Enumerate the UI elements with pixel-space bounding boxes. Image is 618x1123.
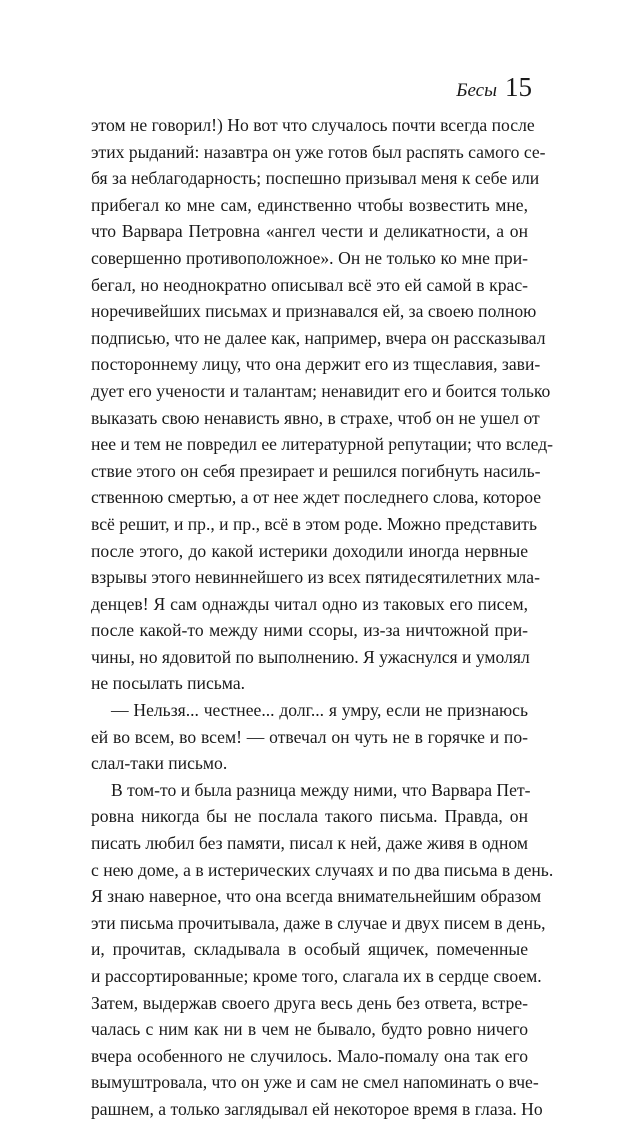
text-line: выказать свою ненависть явно, в страхе, чтоб он не ушел от: [91, 407, 540, 428]
text-line: эти письма прочитывала, даже в случае и двух писем в день,: [91, 912, 546, 933]
text-line: бя за неблагодарность; поспешно призывал меня к себе или: [91, 168, 540, 189]
text-line: после какой-то между ними ссоры, из-за ничтожной при-: [91, 620, 528, 641]
text-line: ровна никогда бы не послала такого письма. Правда, он: [91, 806, 528, 827]
text-line: подписью, что не далее как, например, вчера он рассказывал: [91, 327, 546, 348]
text-line: что Варвара Петровна «ангел чести и деликатности, а он: [91, 221, 528, 242]
text-line: взрывы этого невиннейшего из всех пятидесятилетних мла-: [91, 567, 540, 588]
text-line: ственною смертью, а от нее ждет последнего слова, которое: [91, 487, 542, 508]
text-line: ей во всем, во всем! — отвечал он чуть не в горячке и по-: [91, 726, 528, 747]
text-line: дует его учености и талантам; ненавидит его и боится только: [91, 380, 551, 401]
text-line: Затем, выдержав своего друга весь день без ответа, встре-: [91, 992, 528, 1013]
text-line: вчера особенного не случилось. Мало-помалу она так его: [91, 1045, 528, 1066]
text-line: денцев! Я сам однажды читал одно из таковых его писем,: [91, 593, 528, 614]
text-line: — Нельзя... честнее... долг... я умру, если не признаюсь: [111, 700, 528, 721]
text-line: нее и тем не повредил ее литературной репутации; что вслед-: [91, 434, 554, 455]
text-line: Я знаю наверное, что она всегда внимательнейшим образом: [91, 886, 542, 907]
text-line: этих рыданий: назавтра он уже готов был распять самого се-: [91, 141, 546, 162]
text-line: и, прочитав, складывала в особый ящичек, помеченные: [91, 939, 528, 960]
text-line: прибегал ко мне сам, единственно чтобы возвестить мне,: [91, 194, 528, 215]
text-line: писать любил без памяти, писал к ней, даже живя в одном: [91, 833, 528, 854]
page-number: 15: [505, 72, 532, 102]
text-line: постороннему лицу, что она держит его из тщеславия, зави-: [91, 354, 541, 375]
text-line: бегал, но неоднократно описывал всё это ей самой в крас-: [91, 274, 528, 295]
text-line: чины, но ядовитой по выполнению. Я ужаснулся и умолял: [91, 646, 530, 667]
text-line: В том-то и была разница между ними, что Варвара Пет-: [111, 779, 531, 800]
body-text: [91, 112, 554, 1123]
text-line: рашнем, а только заглядывал ей некоторое время в глаза. Но: [91, 1098, 543, 1119]
text-line: не посылать письма.: [91, 673, 246, 694]
running-head: [456, 72, 532, 103]
text-line: норечивейших письмах и признавался ей, за своею полною: [91, 301, 537, 322]
text-line: с нею доме, а в истерических случаях и по два письма в день.: [91, 859, 554, 880]
text-line: слал-таки письмо.: [91, 753, 228, 774]
text-line: всё решит, и пр., и пр., всё в этом роде. Можно представить: [91, 513, 537, 534]
text-line: вымуштровала, что он уже и сам не смел напоминать о вче-: [91, 1072, 539, 1093]
text-line: совершенно противоположное». Он не только ко мне при-: [91, 247, 528, 268]
text-line: ствие этого он себя презирает и решился погибнуть насиль-: [91, 460, 541, 481]
text-line: чалась с ним как ни в чем не бывало, будто ровно ничего: [91, 1019, 528, 1040]
text-line: этом не говорил!) Но вот что случалось почти всегда после: [91, 115, 535, 135]
text-line: и рассортированные; кроме того, слагала их в сердце своем.: [91, 966, 542, 986]
book-title: Бесы: [456, 80, 497, 101]
text-line: после этого, до какой истерики доходили иногда нервные: [91, 540, 528, 561]
